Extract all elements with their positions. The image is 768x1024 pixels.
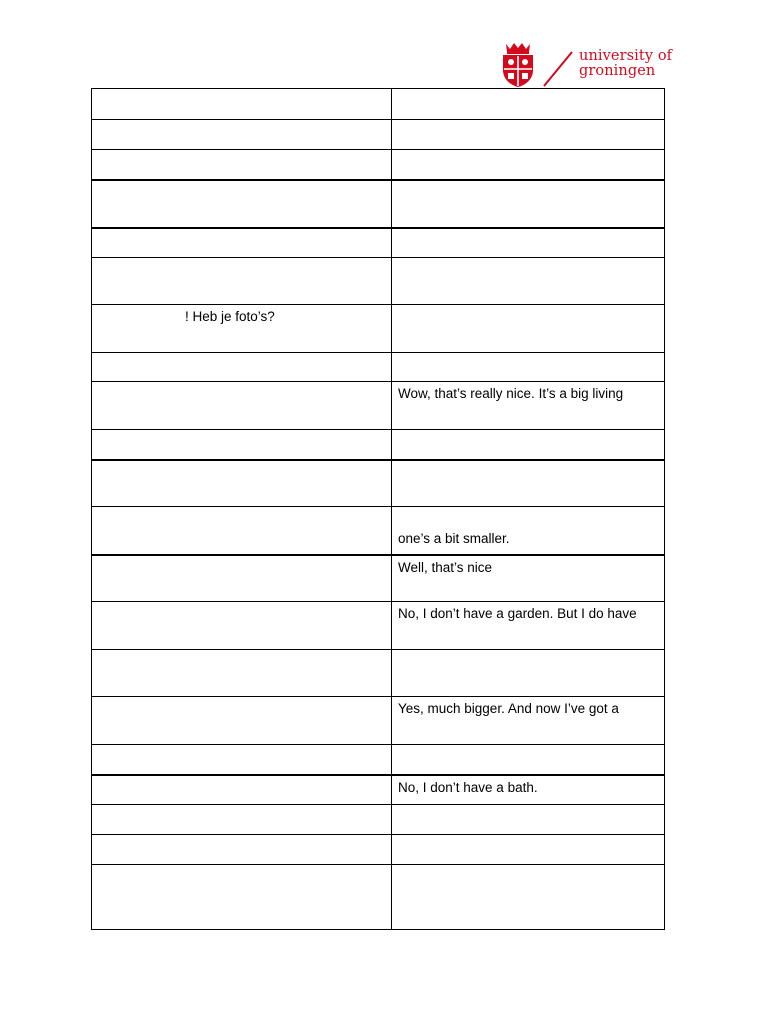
university-crest-icon bbox=[500, 42, 536, 88]
english-cell bbox=[392, 305, 665, 353]
table-row bbox=[92, 305, 665, 353]
english-cell bbox=[392, 150, 665, 180]
dutch-cell bbox=[92, 150, 392, 180]
table-row bbox=[92, 258, 665, 305]
dutch-cell bbox=[92, 382, 392, 430]
english-cell bbox=[392, 865, 665, 930]
dialogue-table bbox=[91, 88, 665, 930]
dutch-cell bbox=[92, 805, 392, 835]
english-cell bbox=[392, 258, 665, 305]
table-row bbox=[92, 180, 665, 228]
dutch-cell bbox=[92, 120, 392, 150]
dutch-cell bbox=[92, 697, 392, 745]
table-row bbox=[92, 745, 665, 775]
table-row bbox=[92, 555, 665, 602]
university-name bbox=[579, 49, 672, 79]
table-row bbox=[92, 382, 665, 430]
english-cell: one’s a bit smaller. bbox=[392, 507, 665, 555]
english-cell: Well, that’s nice bbox=[392, 555, 665, 602]
english-cell bbox=[392, 460, 665, 507]
dutch-cell bbox=[92, 507, 392, 555]
english-cell bbox=[392, 228, 665, 258]
dutch-cell bbox=[92, 258, 392, 305]
table-row bbox=[92, 775, 665, 805]
dutch-cell bbox=[92, 353, 392, 382]
table-row bbox=[92, 120, 665, 150]
table-row bbox=[92, 430, 665, 460]
dutch-cell bbox=[92, 89, 392, 120]
table-row bbox=[92, 602, 665, 650]
dutch-cell bbox=[92, 602, 392, 650]
dutch-cell bbox=[92, 835, 392, 865]
logo-line-2: groningen bbox=[579, 63, 656, 79]
english-cell: Yes, much bigger. And now I’ve got a bbox=[392, 697, 665, 745]
english-cell bbox=[392, 89, 665, 120]
english-cell: Wow, that’s really nice. It’s a big living bbox=[392, 382, 665, 430]
english-cell bbox=[392, 835, 665, 865]
dutch-cell bbox=[92, 180, 392, 228]
table-row bbox=[92, 89, 665, 120]
english-cell bbox=[392, 180, 665, 228]
logo-divider-slash bbox=[540, 46, 576, 88]
dutch-cell bbox=[92, 430, 392, 460]
english-cell bbox=[392, 650, 665, 697]
english-cell: No, I don’t have a garden. But I do have bbox=[392, 602, 665, 650]
english-cell bbox=[392, 745, 665, 775]
table-row bbox=[92, 650, 665, 697]
english-cell bbox=[392, 805, 665, 835]
dutch-cell bbox=[92, 228, 392, 258]
table-row bbox=[92, 228, 665, 258]
english-cell bbox=[392, 353, 665, 382]
dutch-cell bbox=[92, 745, 392, 775]
university-logo bbox=[500, 42, 690, 90]
dutch-cell bbox=[92, 775, 392, 805]
table-row bbox=[92, 805, 665, 835]
dutch-cell bbox=[92, 865, 392, 930]
table-row bbox=[92, 460, 665, 507]
dutch-cell: ! Heb je foto’s? bbox=[92, 305, 392, 353]
logo-line-1: university of bbox=[579, 48, 673, 64]
dutch-cell bbox=[92, 650, 392, 697]
dutch-cell bbox=[92, 555, 392, 602]
table-row bbox=[92, 353, 665, 382]
table-row bbox=[92, 150, 665, 180]
english-cell: No, I don’t have a bath. bbox=[392, 775, 665, 805]
table-row bbox=[92, 835, 665, 865]
table-row bbox=[92, 865, 665, 930]
table-row bbox=[92, 507, 665, 555]
english-cell bbox=[392, 430, 665, 460]
dutch-cell bbox=[92, 460, 392, 507]
english-cell bbox=[392, 120, 665, 150]
table-row bbox=[92, 697, 665, 745]
